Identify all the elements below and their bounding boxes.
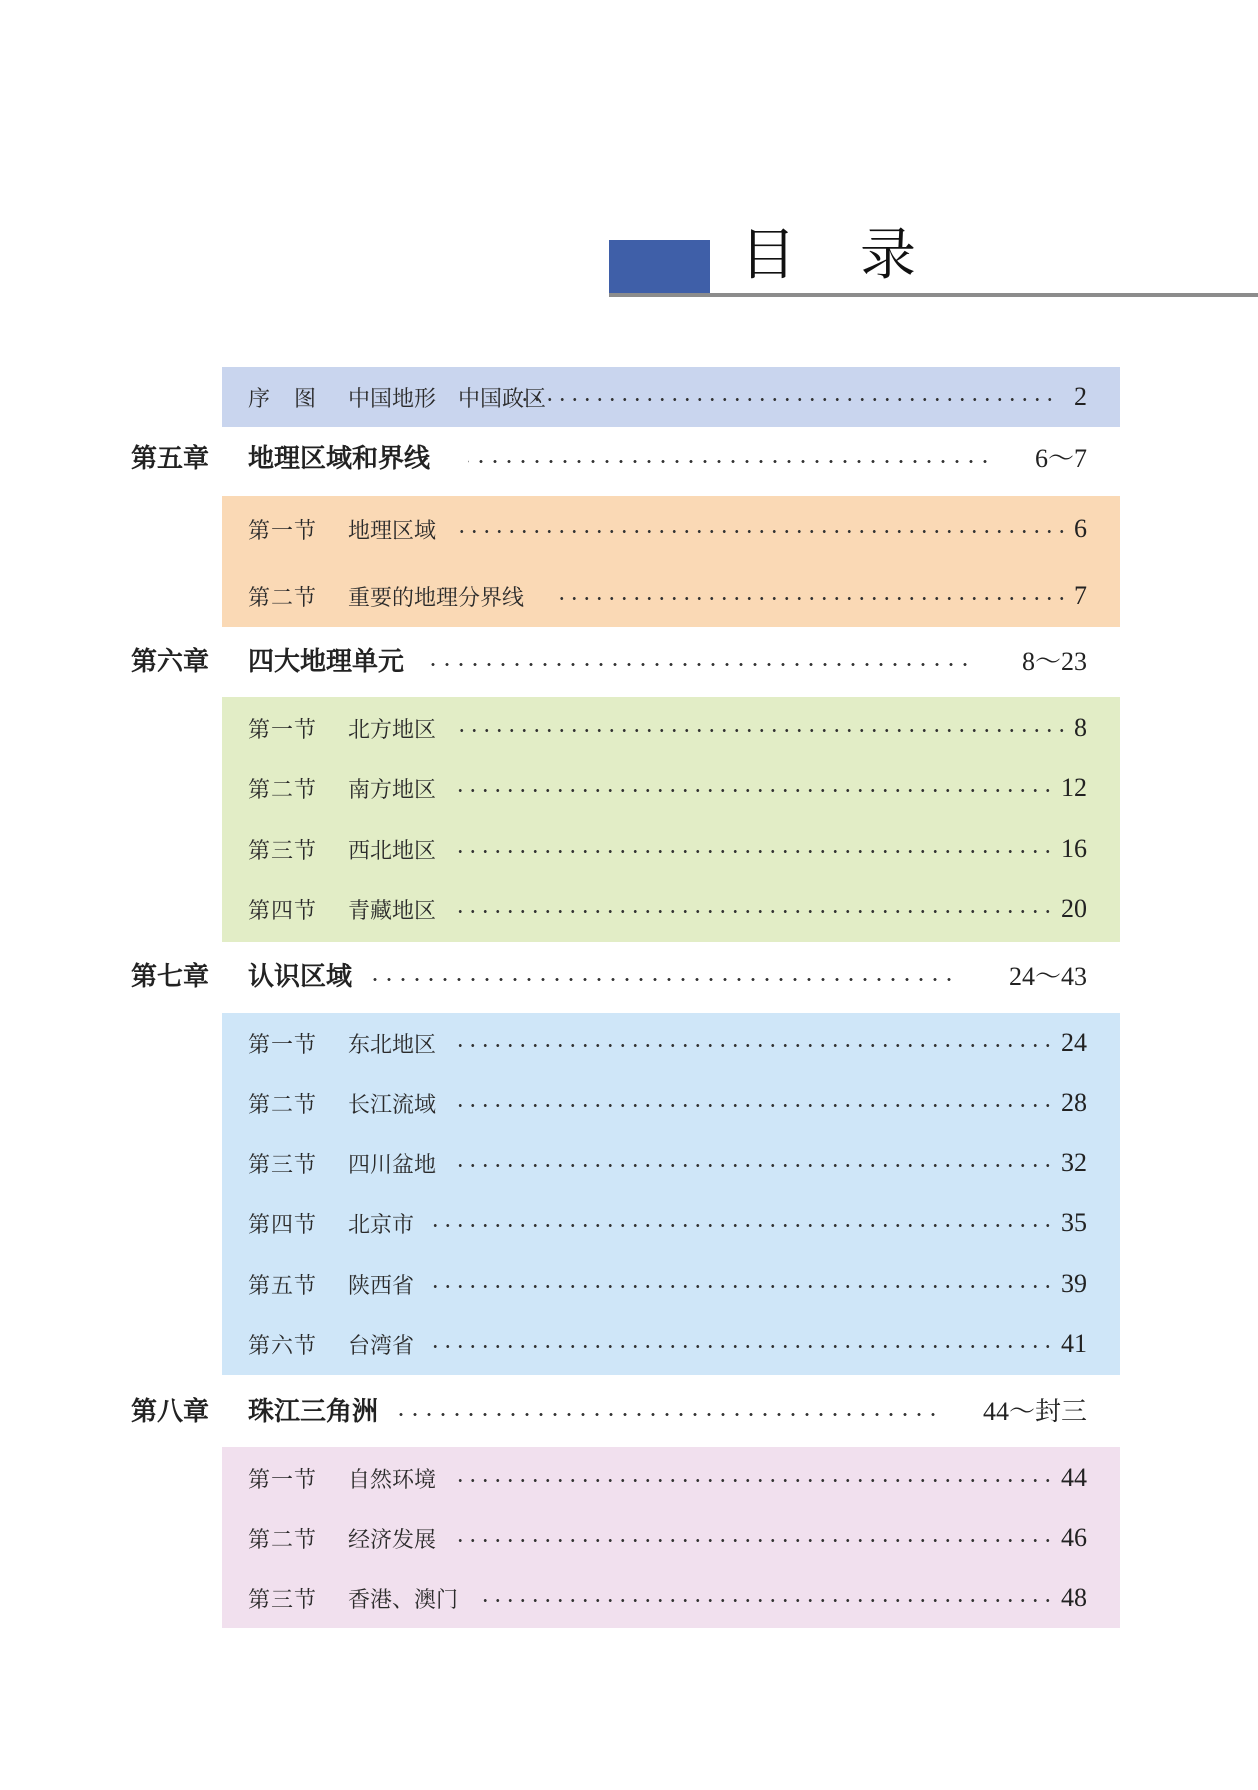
section-title: 西北地区 bbox=[348, 838, 437, 864]
section-title: 地理区域 bbox=[348, 518, 437, 544]
entry-label: 序 图 bbox=[248, 386, 318, 412]
toc-chapter-5[interactable] bbox=[0, 437, 1120, 481]
leader-dots bbox=[427, 1324, 1054, 1364]
toc-entry-5-2[interactable] bbox=[222, 576, 1120, 616]
leader-dots bbox=[393, 1390, 940, 1434]
section-label: 第一节 bbox=[248, 1467, 318, 1493]
chapter-7-band bbox=[222, 1013, 1120, 1375]
title-divider bbox=[609, 293, 1258, 297]
leader-dots bbox=[452, 1083, 1054, 1123]
toc-chapter-7[interactable] bbox=[0, 955, 1120, 999]
section-title: 台湾省 bbox=[348, 1333, 415, 1359]
toc-entry-7-1[interactable] bbox=[222, 1023, 1120, 1063]
toc-entry-7-4[interactable] bbox=[222, 1203, 1120, 1243]
chapter-title: 四大地理单元 bbox=[248, 647, 405, 677]
section-label: 第五节 bbox=[248, 1273, 318, 1299]
section-title: 香港、澳门 bbox=[348, 1587, 459, 1613]
intro-band bbox=[222, 367, 1120, 427]
toc-entry-7-5[interactable] bbox=[222, 1264, 1120, 1304]
chapter-8-band bbox=[222, 1447, 1120, 1628]
leader-dots bbox=[427, 1264, 1054, 1304]
section-label: 第二节 bbox=[248, 1092, 318, 1118]
chapter-pages: 6～7 bbox=[1034, 444, 1087, 473]
toc-entry-8-3[interactable] bbox=[222, 1578, 1120, 1618]
toc-entry-7-6[interactable] bbox=[222, 1324, 1120, 1364]
page-title-char-2: 录 bbox=[860, 223, 916, 288]
page-number: 44 bbox=[1061, 1463, 1087, 1492]
section-label: 第三节 bbox=[248, 838, 318, 864]
toc-entry-6-4[interactable] bbox=[222, 889, 1120, 929]
toc-chapter-6[interactable] bbox=[0, 640, 1120, 684]
chapter-title: 认识区域 bbox=[248, 962, 353, 992]
chapter-label: 第六章 bbox=[131, 647, 210, 677]
toc-header bbox=[609, 223, 1258, 296]
section-label: 第二节 bbox=[248, 585, 318, 611]
section-title: 东北地区 bbox=[348, 1032, 437, 1058]
leader-dots bbox=[452, 708, 1068, 748]
toc-entry-6-3[interactable] bbox=[222, 829, 1120, 869]
leader-dots bbox=[477, 1578, 1054, 1618]
page-title-char-1: 目 bbox=[740, 223, 796, 288]
page-number: 20 bbox=[1061, 894, 1087, 923]
toc-entry-5-1[interactable] bbox=[222, 509, 1120, 549]
toc-entry-8-2[interactable] bbox=[222, 1518, 1120, 1558]
section-title: 青藏地区 bbox=[348, 898, 437, 924]
section-label: 第四节 bbox=[248, 898, 318, 924]
leader-dots bbox=[452, 1023, 1054, 1063]
chapter-label: 第八章 bbox=[131, 1397, 210, 1427]
leader-dots bbox=[366, 955, 956, 999]
section-label: 第四节 bbox=[248, 1212, 318, 1238]
section-title: 经济发展 bbox=[348, 1527, 437, 1553]
chapter-pages: 44～封三 bbox=[982, 1397, 1087, 1426]
toc-entry-6-2[interactable] bbox=[222, 768, 1120, 808]
section-title: 南方地区 bbox=[348, 777, 437, 803]
section-title: 自然环境 bbox=[348, 1467, 437, 1493]
page-number: 35 bbox=[1061, 1208, 1087, 1237]
leader-dots bbox=[452, 1458, 1054, 1498]
title-accent-block bbox=[609, 240, 710, 294]
leader-dots bbox=[427, 1203, 1054, 1243]
page-number: 48 bbox=[1061, 1583, 1087, 1612]
section-title: 重要的地理分界线 bbox=[348, 585, 525, 611]
page-number: 28 bbox=[1061, 1088, 1087, 1117]
page-number: 32 bbox=[1061, 1148, 1087, 1177]
leader-dots bbox=[422, 640, 972, 684]
section-title: 陕西省 bbox=[348, 1273, 415, 1299]
leader-dots bbox=[452, 1518, 1054, 1558]
leader-dots bbox=[552, 576, 1068, 616]
chapter-title: 珠江三角洲 bbox=[248, 1397, 379, 1427]
chapter-label: 第七章 bbox=[131, 962, 210, 992]
section-title: 北京市 bbox=[348, 1212, 415, 1238]
toc-entry-6-1[interactable] bbox=[222, 708, 1120, 748]
leader-dots bbox=[468, 437, 992, 481]
page-number: 7 bbox=[1074, 581, 1087, 610]
section-title: 四川盆地 bbox=[348, 1152, 437, 1178]
toc-entry-7-2[interactable] bbox=[222, 1083, 1120, 1123]
section-label: 第一节 bbox=[248, 1032, 318, 1058]
chapter-5-band bbox=[222, 496, 1120, 627]
leader-dots bbox=[452, 1143, 1054, 1183]
chapter-label: 第五章 bbox=[131, 444, 210, 474]
section-label: 第一节 bbox=[248, 717, 318, 743]
section-label: 第三节 bbox=[248, 1587, 318, 1613]
leader-dots bbox=[512, 377, 1056, 417]
leader-dots bbox=[452, 768, 1054, 808]
chapter-pages: 8～23 bbox=[1021, 647, 1087, 676]
toc-entry-8-1[interactable] bbox=[222, 1458, 1120, 1498]
chapter-6-band bbox=[222, 697, 1120, 942]
chapter-title: 地理区域和界线 bbox=[248, 444, 431, 474]
toc-entry-7-3[interactable] bbox=[222, 1143, 1120, 1183]
page-number: 46 bbox=[1061, 1523, 1087, 1552]
page-number: 6 bbox=[1074, 514, 1087, 543]
page-number: 2 bbox=[1074, 382, 1087, 411]
entry-title: 中国地形 中国政区 bbox=[348, 386, 547, 412]
chapter-pages: 24～43 bbox=[1008, 962, 1087, 991]
page-number: 8 bbox=[1074, 713, 1087, 742]
leader-dots bbox=[452, 889, 1054, 929]
toc-entry-intro[interactable] bbox=[222, 377, 1120, 417]
section-label: 第六节 bbox=[248, 1333, 318, 1359]
leader-dots bbox=[452, 509, 1068, 549]
section-label: 第一节 bbox=[248, 518, 318, 544]
page-number: 24 bbox=[1061, 1028, 1087, 1057]
page-number: 41 bbox=[1061, 1329, 1087, 1358]
page-number: 16 bbox=[1061, 834, 1087, 863]
section-title: 北方地区 bbox=[348, 717, 437, 743]
leader-dots bbox=[452, 829, 1054, 869]
section-label: 第三节 bbox=[248, 1152, 318, 1178]
section-title: 长江流域 bbox=[348, 1092, 437, 1118]
toc-chapter-8[interactable] bbox=[0, 1390, 1120, 1434]
section-label: 第二节 bbox=[248, 777, 318, 803]
page-number: 39 bbox=[1061, 1269, 1087, 1298]
section-label: 第二节 bbox=[248, 1527, 318, 1553]
page-number: 12 bbox=[1061, 773, 1087, 802]
